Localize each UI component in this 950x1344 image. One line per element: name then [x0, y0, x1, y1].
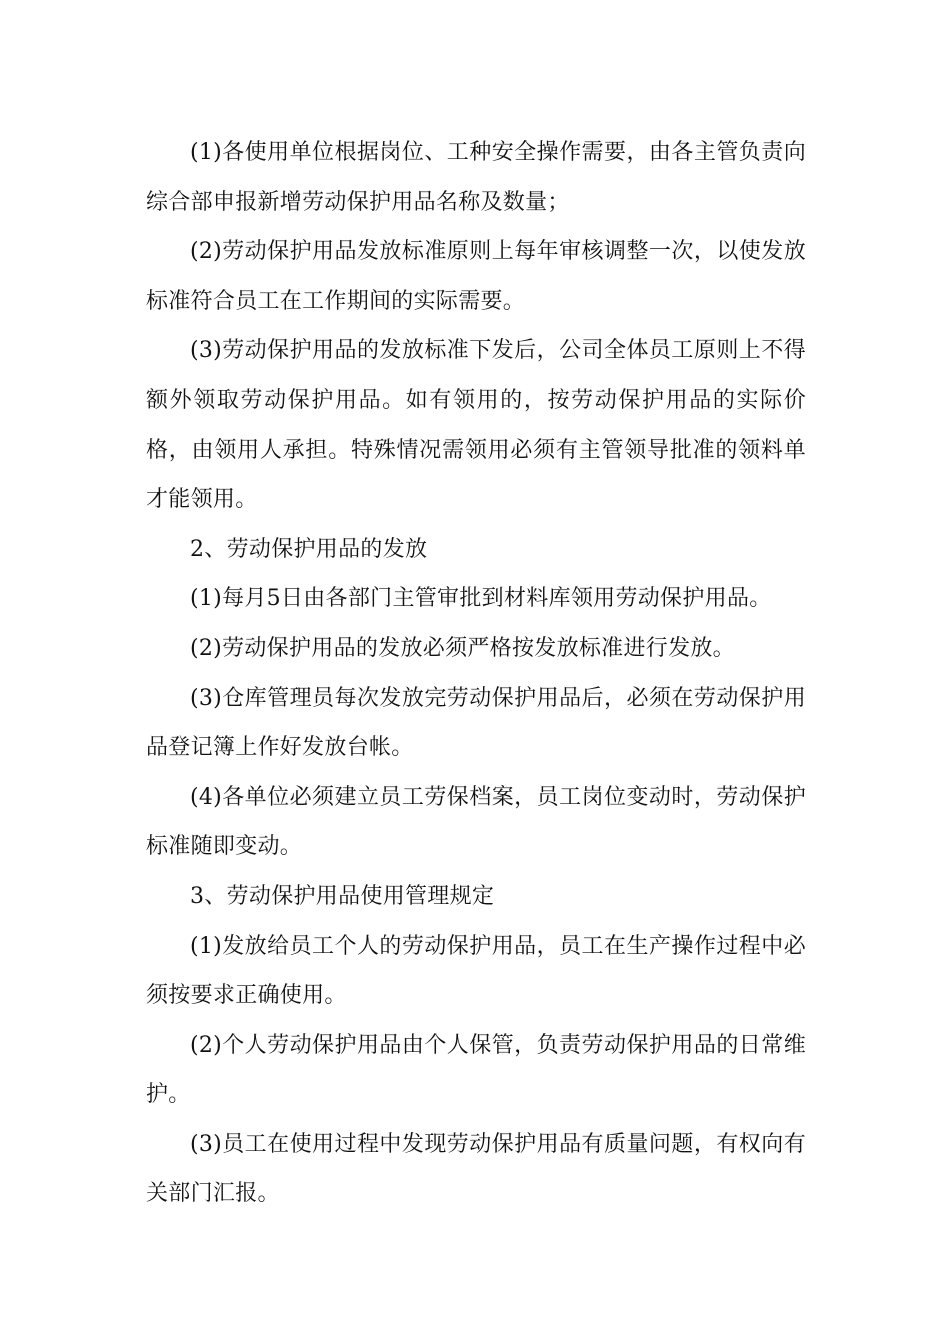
- paragraph-2: (2)劳动保护用品发放标准原则上每年审核调整一次，以使发放标准符合员工在工作期间的实际需要。: [146, 239, 806, 314]
- paragraph-5: (2)劳动保护用品的发放必须严格按发放标准进行发放。: [190, 635, 735, 661]
- paragraph-7: (4)各单位必须建立员工劳保档案，员工岗位变动时，劳动保护标准随即变动。: [146, 784, 806, 860]
- paragraph-8: (1)发放给员工个人的劳动保护用品，员工在生产操作过程中必须按要求正确使用。: [146, 933, 806, 1009]
- paragraph-1: (1)各使用单位根据岗位、工种安全操作需要，由各主管负责向综合部申报新增劳动保护用品名称及数量；: [146, 140, 806, 215]
- paragraph-10: (3)员工在使用过程中发现劳动保护用品有质量问题，有权向有关部门汇报。: [146, 1131, 806, 1207]
- paragraph-3: (3)劳动保护用品的发放标准下发后，公司全体员工原则上不得额外领取劳动保护用品。如有领用的，按劳动保护用品的实际价格，由领用人承担。特殊情况需领用必须有主管领导批准的领料单才能领用。: [146, 338, 806, 513]
- paragraph-4: (1)每月5日由各部门主管审批到材料库领用劳动保护用品。: [190, 586, 772, 612]
- paragraph-9: (2)个人劳动保护用品由个人保管，负责劳动保护用品的日常维护。: [146, 1032, 806, 1108]
- section-heading-3: 3、劳动保护用品使用管理规定: [190, 883, 495, 909]
- section-heading-2: 2、劳动保护用品的发放: [190, 536, 428, 562]
- document-body: [146, 128, 806, 1219]
- paragraph-6: (3)仓库管理员每次发放完劳动保护用品后，必须在劳动保护用品登记簿上作好发放台帐。: [146, 685, 806, 761]
